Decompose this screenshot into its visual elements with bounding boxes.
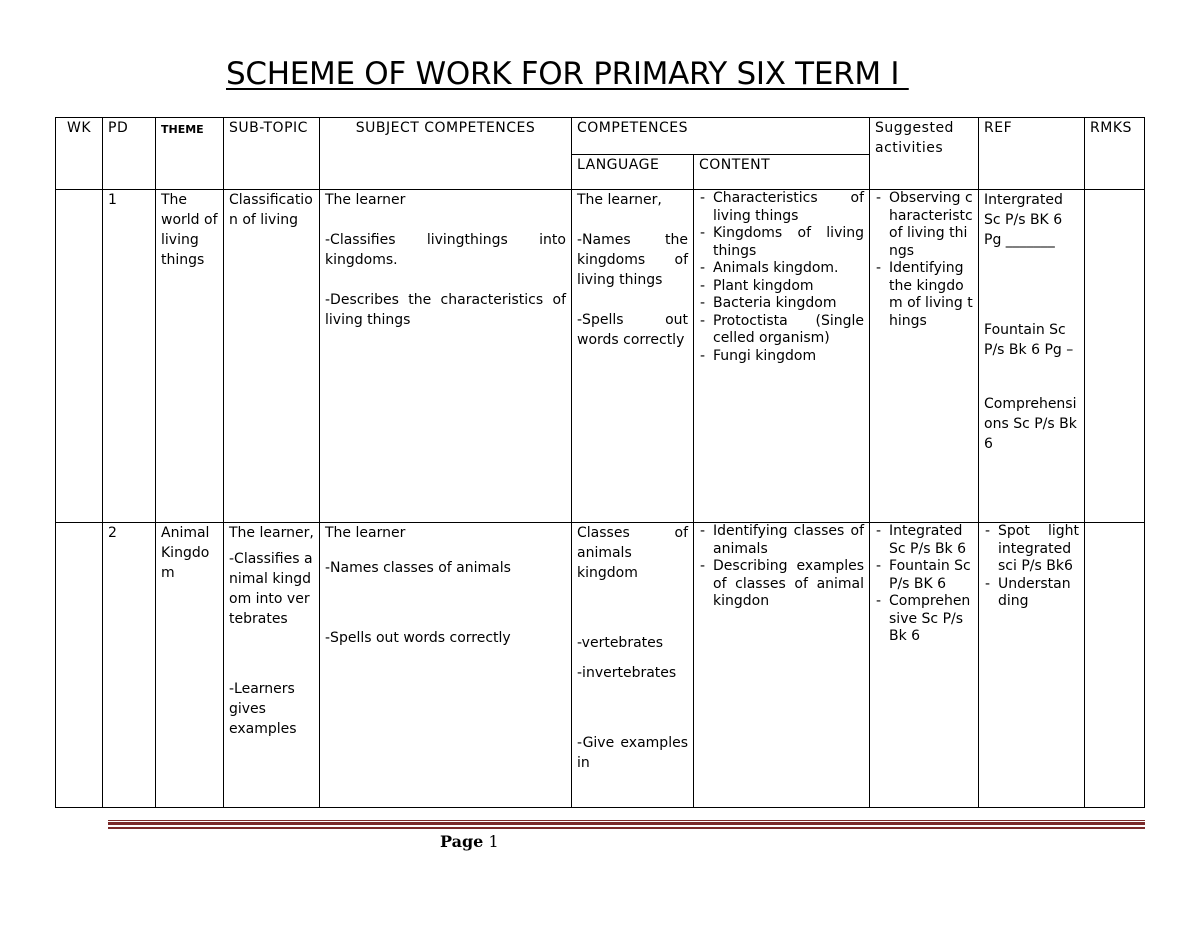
subtopic-text: The learner, <box>229 525 314 541</box>
language-text: -Spells out words correctly <box>577 312 688 348</box>
competence-text: The learner <box>325 525 406 541</box>
cell-pd: 1 <box>103 190 156 523</box>
content-item: - Fungi kingdom <box>699 348 864 366</box>
competence-text: -Describes the characteristics of living things <box>325 292 566 328</box>
content-item: - Animals kingdom. <box>699 260 864 278</box>
subtopic-text: -Classifies animal kingdom into vertebrates <box>229 551 313 627</box>
header-subject-competences: SUBJECT COMPETENCES <box>320 118 572 190</box>
language-text: -Give examples in <box>577 735 688 771</box>
cell-subject-competences <box>320 523 572 808</box>
header-subtopic: SUB-TOPIC <box>224 118 320 190</box>
content-item: - Kingdoms of living things <box>699 225 864 260</box>
table-row <box>56 523 1145 808</box>
cell-rmks <box>1085 190 1145 523</box>
footer-rule <box>108 827 1145 829</box>
header-competences: COMPETENCES <box>572 118 870 155</box>
activity-item: - Identifying the kingdom of living things <box>875 260 973 330</box>
table-row <box>56 190 1145 523</box>
ref-item: - Spot light integrated sci P/s Bk6 <box>984 523 1079 576</box>
cell-ref <box>979 190 1085 523</box>
competence-text: -Spells out words correctly <box>325 630 511 646</box>
cell-language <box>572 190 694 523</box>
scheme-table <box>55 117 1145 808</box>
header-pd: PD <box>103 118 156 190</box>
ref-text: Intergrated Sc P/s BK 6 Pg _______ <box>984 192 1063 248</box>
header-wk: WK <box>56 118 103 190</box>
content-item: - Describing examples of classes of animal kingdon <box>699 558 864 611</box>
header-content: CONTENT <box>694 155 870 190</box>
ref-item: - Understanding <box>984 576 1079 611</box>
cell-subtopic: Classification of living <box>224 190 320 523</box>
cell-content <box>694 523 870 808</box>
activity-item: - Comprehensive Sc P/s Bk 6 <box>875 593 973 646</box>
cell-theme: Animal Kingdom <box>156 523 224 808</box>
ref-text: Fountain Sc P/s Bk 6 Pg – <box>984 322 1074 358</box>
header-ref: REF <box>979 118 1085 190</box>
subtopic-text: -Learners gives examples <box>229 681 297 737</box>
cell-language <box>572 523 694 808</box>
content-item: - Plant kingdom <box>699 278 864 296</box>
cell-ref <box>979 523 1085 808</box>
content-item: - Identifying classes of animals <box>699 523 864 558</box>
language-text: -vertebrates <box>577 635 664 651</box>
competence-text: -Classifies livingthings into kingdoms. <box>325 232 566 268</box>
header-language: LANGUAGE <box>572 155 694 190</box>
page-label: Page <box>440 832 484 851</box>
footer-rule <box>108 820 1145 821</box>
content-item: - Protoctista (Single celled organism) <box>699 313 864 348</box>
competence-text: -Names classes of animals <box>325 560 511 576</box>
activity-item: - Observing characteristc of living things <box>875 190 973 260</box>
cell-wk <box>56 523 103 808</box>
language-text: Classes of animals kingdom <box>577 525 688 581</box>
activity-item: - Fountain Sc P/s BK 6 <box>875 558 973 593</box>
page-number-value: 1 <box>488 832 499 851</box>
cell-theme: The world of living things <box>156 190 224 523</box>
competence-text: The learner <box>325 192 406 208</box>
content-item: - Bacteria kingdom <box>699 295 864 313</box>
cell-pd: 2 <box>103 523 156 808</box>
language-text: -Names the kingdoms of living things <box>577 232 688 288</box>
cell-subject-competences <box>320 190 572 523</box>
header-activities: Suggested activities <box>870 118 979 190</box>
header-theme: THEME <box>156 118 224 190</box>
content-item: - Characteristics of living things <box>699 190 864 225</box>
footer-rule <box>108 822 1145 825</box>
cell-wk <box>56 190 103 523</box>
activity-item: - Integrated Sc P/s Bk 6 <box>875 523 973 558</box>
language-text: The learner, <box>577 192 662 208</box>
cell-activities <box>870 190 979 523</box>
cell-activities <box>870 523 979 808</box>
ref-text: Comprehensions Sc P/s Bk 6 <box>984 396 1077 452</box>
header-rmks: RMKS <box>1085 118 1145 190</box>
language-text: -invertebrates <box>577 665 677 681</box>
header-row <box>56 118 1145 155</box>
page-title: SCHEME OF WORK FOR PRIMARY SIX TERM I <box>226 56 909 92</box>
cell-subtopic <box>224 523 320 808</box>
cell-content <box>694 190 870 523</box>
page-number <box>440 832 499 851</box>
cell-rmks <box>1085 523 1145 808</box>
